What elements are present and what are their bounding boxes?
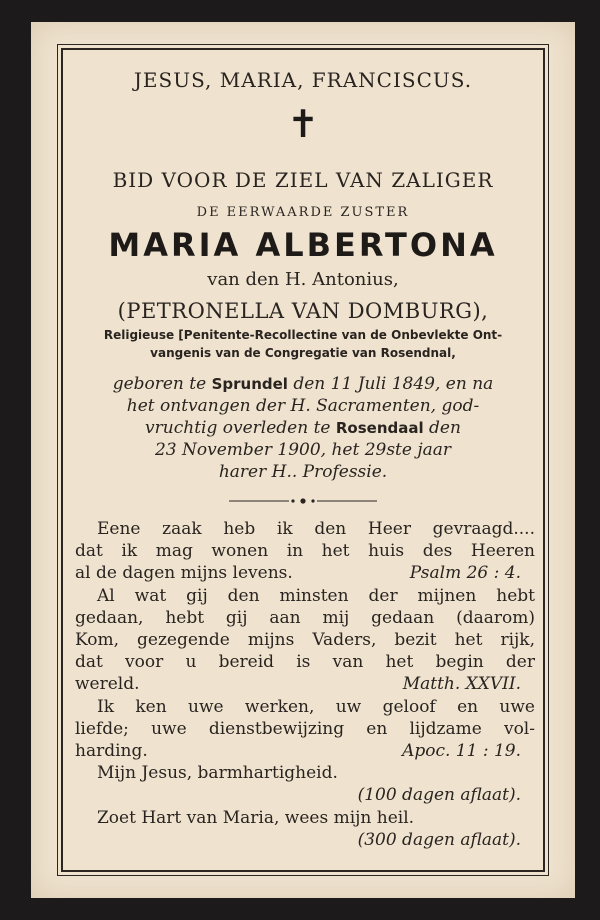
verse-line: Eene zaak heb ik den Heer gevraagd....: [97, 519, 535, 539]
deceased-name: MARIA ALBERTONA: [108, 226, 498, 264]
title-line: DE EERWAARDE ZUSTER: [196, 205, 410, 220]
bio-line: harer H.. Professie.: [218, 462, 388, 482]
bio-line: vruchtig overleden te Rosendaal den: [145, 418, 461, 438]
verse-line: Kom, gezegende mijns Vaders, bezit het rijk,: [75, 630, 535, 651]
verse-reference: Matth. XXVII.: [402, 674, 521, 695]
bio-line: het ontvangen der H. Sacramenten, god-: [126, 396, 480, 416]
verse-line: al de dagen mijns levens. Psalm 26 : 4.: [75, 562, 535, 584]
verse-line: dat ik mag wonen in het huis des Heeren: [75, 541, 535, 562]
scripture-verses: [75, 518, 535, 851]
prayer-request-line: BID VOOR DE ZIEL VAN ZALIGER: [112, 168, 494, 192]
verse-line: Al wat gij den minsten der mijnen hebt: [97, 585, 535, 606]
bio-line: 23 November 1900, het 29ste jaar: [154, 440, 452, 460]
cross-icon: ✝: [287, 102, 319, 146]
invocation-header: JESUS, MARIA, FRANCISCUS.: [133, 68, 473, 92]
birth-name: (PETRONELLA VAN DOMBURG),: [117, 299, 489, 323]
religious-name-suffix: van den H. Antonius,: [207, 269, 399, 290]
prayer-line: Mijn Jesus, barmhartigheid.: [97, 763, 338, 784]
verse-line: liefde; uwe dienstbewijzing en lijdzame vol-: [75, 718, 535, 739]
ornament-divider: [229, 496, 377, 506]
congregation-line-2: vangenis van de Congregatie van Rosendnal,: [150, 346, 456, 360]
indulgence-note: (100 dagen aflaat).: [357, 785, 521, 806]
verse-line: dat voor u bereid is van het begin der: [75, 652, 535, 673]
biography: [31, 373, 575, 483]
bio-line: geboren te Sprundel den 11 Juli 1849, en na: [112, 374, 494, 394]
congregation-line-1: Religieuse [Penitente-Recollectine van de Onbevlekte Ont-: [103, 328, 503, 342]
verse-line: gedaan, hebt gij aan mij gedaan (daarom): [75, 607, 535, 628]
verse-reference: Psalm 26 : 4.: [409, 563, 521, 584]
prayer-line: Zoet Hart van Maria, wees mijn heil.: [97, 807, 415, 828]
indulgence-note: (300 dagen aflaat).: [357, 829, 521, 850]
verse-line: harding. Apoc. 11 : 19.: [75, 740, 535, 762]
memorial-card: [31, 22, 575, 898]
verse-line: Ik ken uwe werken, uw geloof en uwe: [97, 696, 535, 717]
verse-line: wereld. Matth. XXVII.: [75, 673, 535, 695]
verse-reference: Apoc. 11 : 19.: [402, 741, 521, 762]
